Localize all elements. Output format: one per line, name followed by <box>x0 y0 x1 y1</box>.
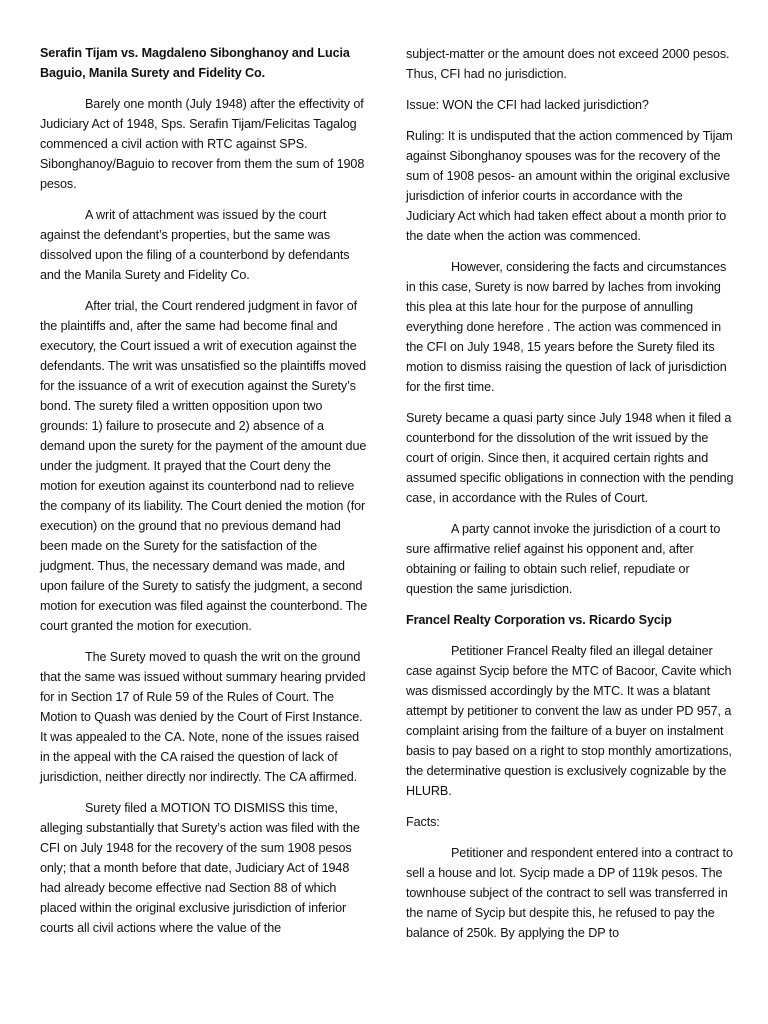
paragraph-motion-to-quash: The Surety moved to quash the writ on the ground that the same was issued without summary hearing prvided for in Section 17 of Rule 59 of the Rules of Court. The Motion to Quash was denied by the Court of First Instance. It was appealed to the CA. Note, none of the issues raised in the appeal with the CA raised the question of lack of jurisdiction, neither directly nor indirectly. The CA affirmed. <box>40 650 366 784</box>
paragraph-party-cannot: A party cannot invoke the jurisdiction of a court to sure affirmative relief against his opponent and, after obtaining or failing to obtain such relief, repudiate or question the same jurisdiction. <box>406 522 721 596</box>
paragraph-background: Barely one month (July 1948) after the effectivity of Judiciary Act of 1948, Sps. Serafin Tijam/Felicitas Tagalog commenced a civil action with RTC against SPS. Sibonghanoy/Baguio to recover from them the sum of 1908 pesos. <box>40 97 365 191</box>
left-column <box>40 43 368 949</box>
facts-heading: Facts: <box>406 815 440 829</box>
paragraph-laches: However, considering the facts and circumstances in this case, Surety is now barred by laches from invoking this plea at this late hour for the purpose of annulling everything done herefore . The action was commenced in the CFI on July 1948, 15 years before the Surety filed its motion to dismiss raising the question of lack of jurisdiction for the first time. <box>406 260 727 394</box>
paragraph-writ-of-attachment: A writ of attachment was issued by the court against the defendant’s properties, but the same was dissolved upon the filing of a counterbond by defendants and the Manila Surety and Fidelity Co. <box>40 208 350 282</box>
issue-text: Issue: WON the CFI had lacked jurisdiction? <box>406 98 649 112</box>
paragraph-after-trial: After trial, the Court rendered judgment in favor of the plaintiffs and, after the same had become final and executory, the Court issued a writ of execution against the defendants. The writ was unsatisfied so the plaintiffs moved for the issuance of a writ of execution against the Surety’s bond. The surety filed a written opposition upon two grounds: 1) failure to prosecute and 2) absence of a demand upon the surety for the payment of the amount due under the judgment. It prayed that the Court deny the motion for exeution against its counterbond nad to relieve the company of its liability. The Court denied the motion (for execution) on the ground that no previous demand had been made on the Surety for the satisfaction of the judgment. Thus, the necessary demand was made, and upon failure of the Surety to satisfy the judgment, a second motion for execution was filed against the counterbond. The court granted the motion for execution. <box>40 299 368 633</box>
paragraph-petitioner: Petitioner Francel Realty filed an illegal detainer case against Sycip before the MTC of Bacoor, Cavite which was dismissed accordingly by the MTC. It was a blatant attempt by petitioner to convent the law as under PD 957, a complaint arising from the failture of a buyer on instalment basis to pay based on a right to stop monthly amortizations, the determinative question is exclusively cognizable by the HLURB. <box>406 644 732 798</box>
paragraph-motion-to-dismiss: Surety filed a MOTION TO DISMISS this time, alleging substantially that Surety’s action was filed with the CFI on July 1948 for the recovery of the sum 1908 pesos only; that a month before that date, Judiciary Act of 1948 had already become effective nad Section 88 of which placed within the original exclusive jurisdiction of inferior courts all civil actions where the value of the <box>40 801 360 935</box>
paragraph-quasi-party: Surety became a quasi party since July 1948 when it filed a counterbond for the dissolution of the writ issued by the court of origin. Since then, it acquired certain rights and assumed specific obligations in connection with the pending case, in accordance with the Rules of Court. <box>406 411 734 505</box>
case-title-francel: Francel Realty Corporation vs. Ricardo Sycip <box>406 613 672 627</box>
right-column <box>406 44 734 954</box>
paragraph-facts: Petitioner and respondent entered into a contract to sell a house and lot. Sycip made a DP of 119k pesos. The townhouse subject of the contract to sell was transferred in the name of Sycip but despite this, he refused to pay the balance of 250k. By applying the DP to <box>406 846 733 940</box>
case-title-tijam: Serafin Tijam vs. Magdaleno Sibonghanoy and Lucia Baguio, Manila Surety and Fidelity Co. <box>40 46 350 80</box>
paragraph-continuation: subject-matter or the amount does not exceed 2000 pesos. Thus, CFI had no jurisdiction. <box>406 47 730 81</box>
ruling-text: Ruling: It is undisputed that the action commenced by Tijam against Sibonghanoy spouses was for the recovery of the sum of 1908 pesos- an amount within the original exclusive jurisdiction of inferior courts in accordance with the Judiciary Act which had taken effect about a month prior to the date when the action was commenced. <box>406 129 733 243</box>
